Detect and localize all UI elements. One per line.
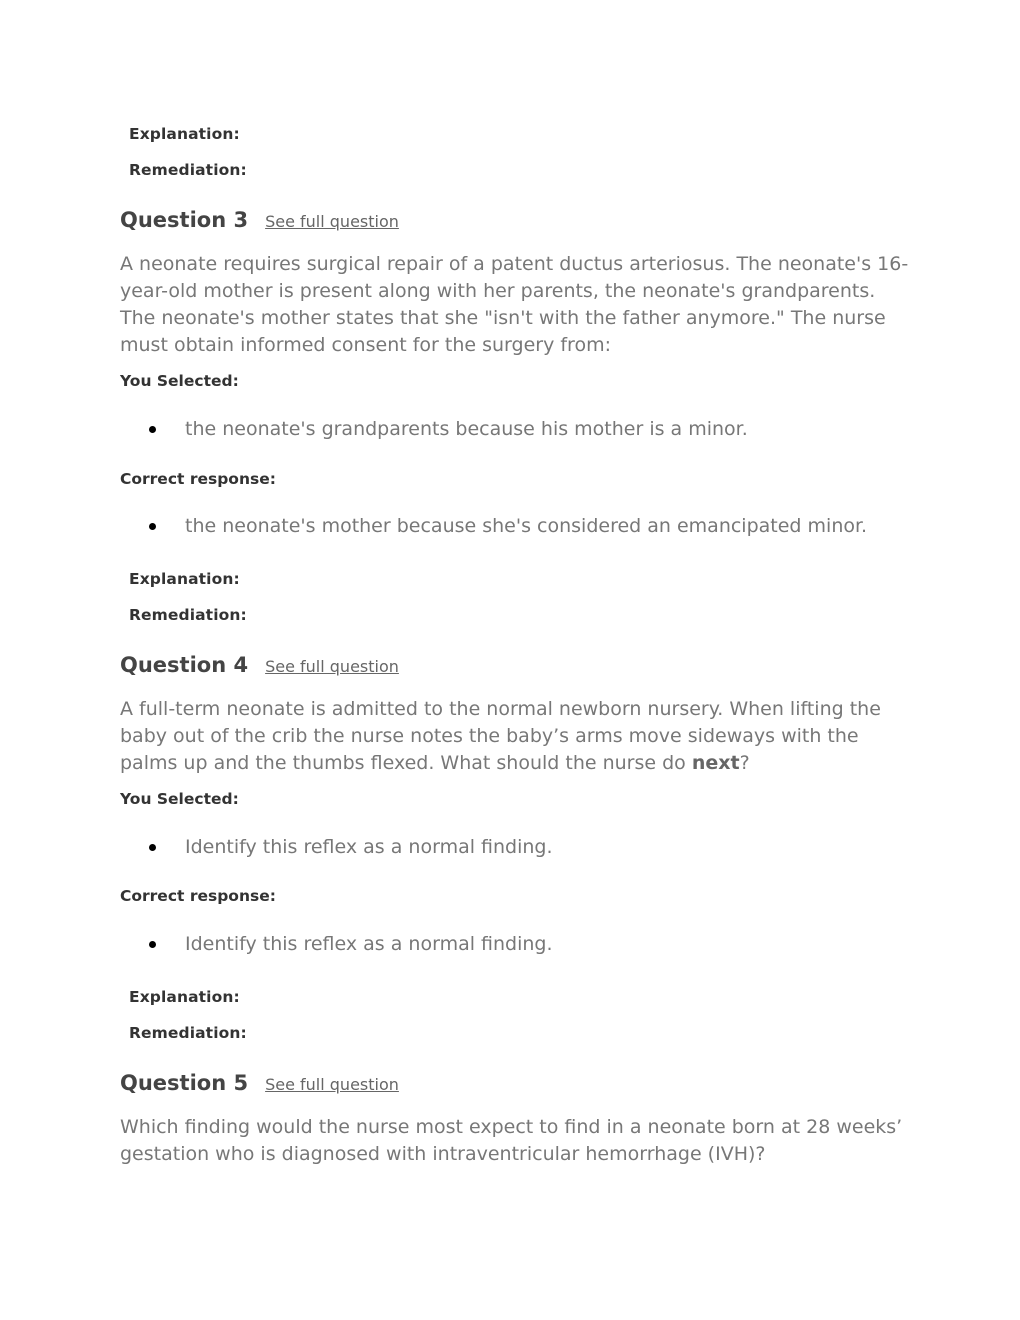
question-5-heading (120, 1071, 399, 1095)
correct-answer (149, 933, 553, 955)
question-stem: A neonate requires surgical repair of a patent ductus arteriosus. The neonate's 16-year-old mother is present along with her parents, the neonate's grandparents. The neonate's mother states that she "isn't with the father anymore." The nurse must obtain informed consent for the surgery from: (120, 253, 909, 356)
question-title: Question 4 (120, 653, 249, 677)
you-selected-label: You Selected: (120, 790, 239, 808)
question-title: Question 5 (120, 1071, 249, 1095)
answer-text: Identify this reflex as a normal finding. (185, 836, 553, 858)
explanation-label: Explanation: (129, 125, 240, 143)
answer-text: the neonate's grandparents because his mother is a minor. (185, 418, 748, 440)
answer-text: Identify this reflex as a normal finding. (185, 933, 553, 955)
question-stem (120, 696, 910, 777)
selected-answer (149, 836, 553, 858)
bullet-icon (149, 523, 156, 530)
question-3-heading (120, 208, 399, 232)
question-4-heading (120, 653, 399, 677)
see-full-question-link[interactable]: See full question (265, 657, 399, 676)
bullet-icon (149, 844, 156, 851)
bullet-icon (149, 941, 156, 948)
question-stem: Which finding would the nurse most expect to find in a neonate born at 28 weeks’ gestation who is diagnosed with intraventricular hemorrhage (IVH)? (120, 1116, 903, 1165)
correct-response-label: Correct response: (120, 470, 276, 488)
correct-response-label: Correct response: (120, 887, 276, 905)
stem-emphasis: next (691, 752, 740, 774)
explanation-label: Explanation: (129, 570, 240, 588)
stem-text-end: ? (739, 752, 750, 774)
see-full-question-link[interactable]: See full question (265, 212, 399, 231)
answer-text: the neonate's mother because she's considered an emancipated minor. (185, 515, 868, 537)
correct-answer (149, 515, 867, 537)
remediation-label: Remediation: (129, 606, 247, 624)
remediation-label: Remediation: (129, 1024, 247, 1042)
see-full-question-link[interactable]: See full question (265, 1075, 399, 1094)
bullet-icon (149, 426, 156, 433)
question-title: Question 3 (120, 208, 249, 232)
selected-answer (149, 418, 748, 440)
stem-text: A full-term neonate is admitted to the normal newborn nursery. When lifting the baby out of the crib the nurse notes the baby’s arms move sideways with the palms up and the thumbs flexed. What should the nurse do (120, 698, 881, 774)
explanation-label: Explanation: (129, 988, 240, 1006)
you-selected-label: You Selected: (120, 372, 239, 390)
remediation-label: Remediation: (129, 161, 247, 179)
